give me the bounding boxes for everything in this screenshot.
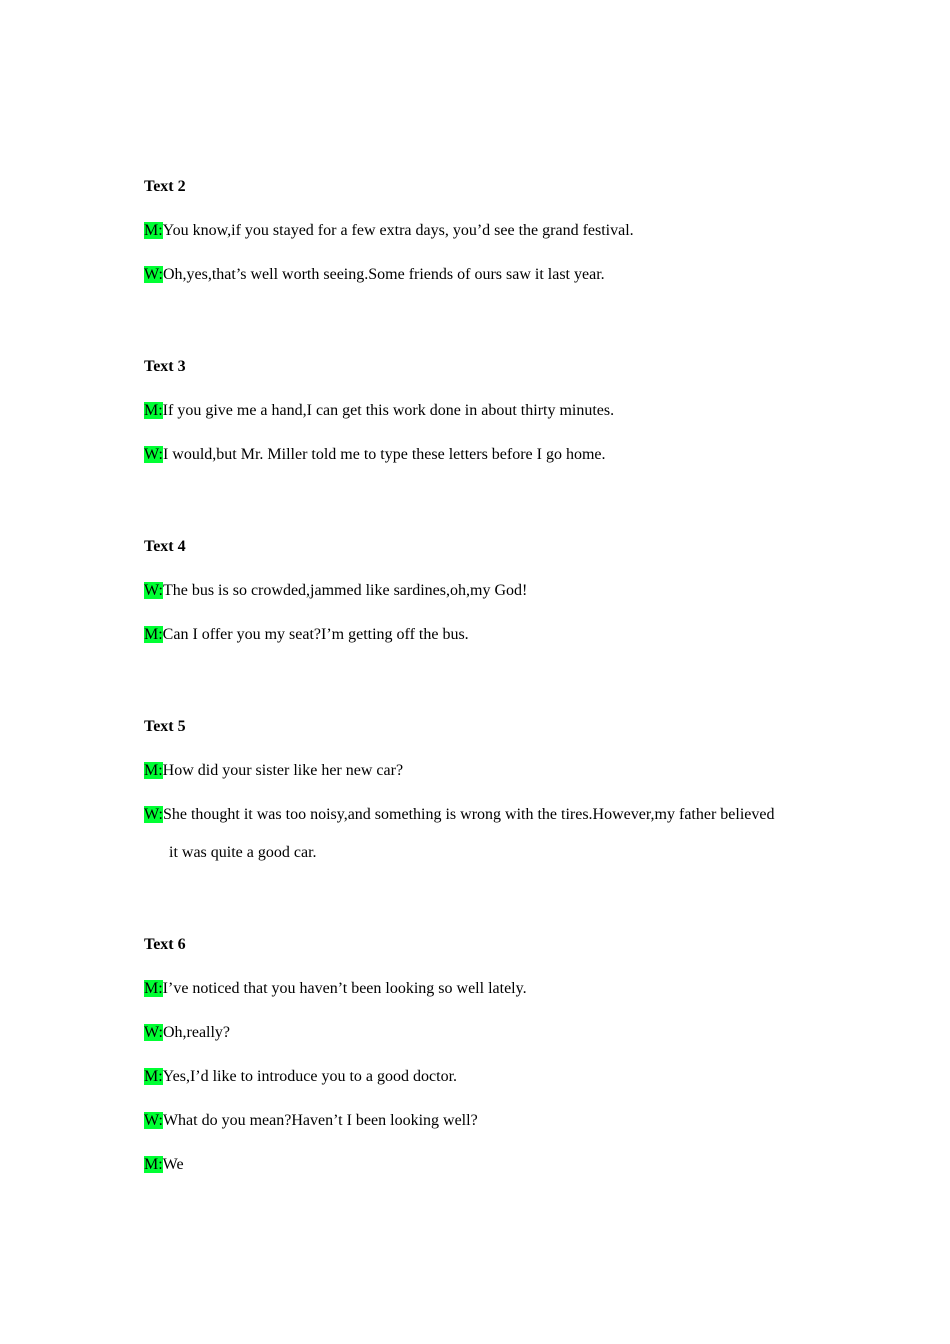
dialogue-line — [144, 806, 824, 824]
dialogue-text: How did your sister like her new car? — [162, 762, 404, 779]
speaker-label: M: — [144, 1156, 163, 1173]
section-gap — [144, 888, 824, 936]
speaker-label: M: — [144, 762, 163, 779]
speaker-label: M: — [144, 1068, 163, 1085]
section-text-6 — [144, 936, 824, 1174]
dialogue-text: What do you mean?Haven’t I been looking well? — [162, 1112, 478, 1129]
speaker-label: W: — [144, 582, 163, 599]
dialogue-line — [144, 1068, 824, 1086]
section-title: Text 6 — [144, 936, 186, 953]
dialogue-line — [144, 1112, 824, 1130]
dialogue-text: Can I offer you my seat?I’m getting off the bus. — [162, 626, 469, 643]
dialogue-text: Oh,yes,that’s well worth seeing.Some friends of ours saw it last year. — [162, 266, 605, 283]
dialogue-text: Yes,I’d like to introduce you to a good doctor. — [162, 1068, 458, 1085]
speaker-label: M: — [144, 626, 163, 643]
dialogue-line — [144, 446, 824, 464]
dialogue-text: The bus is so crowded,jammed like sardines,oh,my God! — [162, 582, 528, 599]
section-text-2 — [144, 178, 824, 284]
dialogue-line — [144, 980, 824, 998]
speaker-label: M: — [144, 222, 163, 239]
dialogue-line — [144, 266, 824, 284]
speaker-label: M: — [144, 980, 163, 997]
speaker-label: W: — [144, 806, 163, 823]
dialogue-line — [144, 1024, 824, 1042]
dialogue-text: Oh,really? — [162, 1024, 231, 1041]
dialogue-text: I’ve noticed that you haven’t been looking so well lately. — [162, 980, 527, 997]
dialogue-continuation: it was quite a good car. — [169, 844, 317, 861]
speaker-label: W: — [144, 1024, 163, 1041]
section-text-3 — [144, 358, 824, 464]
section-gap — [144, 310, 824, 358]
dialogue-text: You know,if you stayed for a few extra days, you’d see the grand festival. — [162, 222, 634, 239]
speaker-label: W: — [144, 1112, 163, 1129]
speaker-label: W: — [144, 266, 163, 283]
section-text-4 — [144, 538, 824, 644]
dialogue-line — [144, 402, 824, 420]
dialogue-line — [144, 762, 824, 780]
document-page — [144, 178, 824, 1200]
dialogue-line — [144, 582, 824, 600]
section-title: Text 4 — [144, 538, 186, 555]
dialogue-text: If you give me a hand,I can get this work done in about thirty minutes. — [162, 402, 615, 419]
dialogue-text: I would,but Mr. Miller told me to type these letters before I go home. — [162, 446, 606, 463]
speaker-label: M: — [144, 402, 163, 419]
dialogue-text: We — [162, 1156, 184, 1173]
section-title: Text 5 — [144, 718, 186, 735]
dialogue-line — [144, 222, 824, 240]
section-gap — [144, 670, 824, 718]
dialogue-line — [144, 1156, 824, 1174]
section-text-5 — [144, 718, 824, 862]
section-gap — [144, 490, 824, 538]
section-title: Text 2 — [144, 178, 186, 195]
dialogue-text: She thought it was too noisy,and something is wrong with the tires.However,my father believed — [162, 806, 775, 823]
section-title: Text 3 — [144, 358, 186, 375]
speaker-label: W: — [144, 446, 163, 463]
dialogue-line — [144, 626, 824, 644]
